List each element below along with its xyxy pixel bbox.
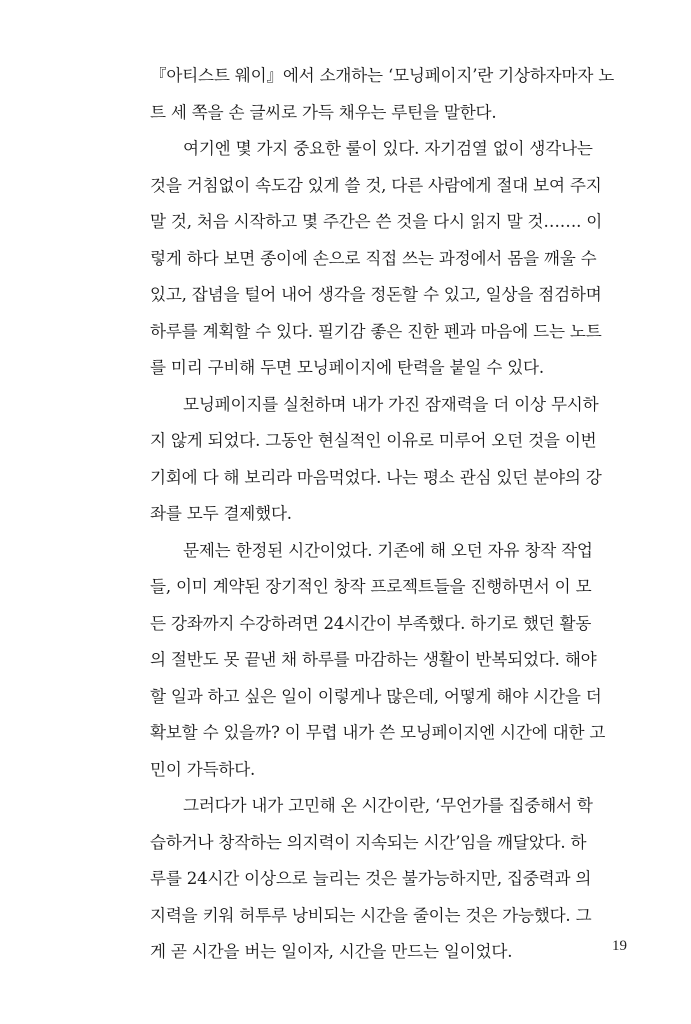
page-number: 19 [612, 938, 627, 954]
text-line: 습하거나 창작하는 의지력이 지속되는 시간’임을 깨달았다. 하 [150, 832, 587, 852]
text-line: 말 것, 처음 시작하고 몇 주간은 쓴 것을 다시 읽지 말 것……. 이 [150, 212, 603, 231]
text-line: 있고, 잡념을 털어 내어 생각을 정돈할 수 있고, 일상을 점검하며 [150, 285, 602, 304]
paragraph-start-line: 그러다가 내가 고민해 온 시간이란, ‘무언가를 집중해서 학 [183, 796, 593, 815]
text-line: 를 미리 구비해 두면 모닝페이지에 탄력을 붙일 수 있다. [150, 358, 544, 377]
text-line: 하루를 계획할 수 있다. 필기감 좋은 진한 펜과 마음에 드는 노트 [150, 321, 602, 341]
text-line: 좌를 모두 결제했다. [150, 504, 292, 523]
text-line: 들, 이미 계약된 장기적인 창작 프로젝트들을 진행하면서 이 모 [150, 577, 592, 596]
body-text [150, 58, 670, 971]
text-line: 확보할 수 있을까? 이 무렵 내가 쓴 모닝페이지엔 시간에 대한 고 [150, 723, 606, 742]
text-line: 게 곧 시간을 버는 일이자, 시간을 만드는 일이었다. [150, 942, 513, 961]
text-line: 렇게 하다 보면 종이에 손으로 직접 쓰는 과정에서 몸을 깨울 수 [150, 248, 597, 268]
paragraph-start-line: 모닝페이지를 실천하며 내가 가진 잠재력을 더 이상 무시하 [183, 394, 599, 414]
text-line: 지 않게 되었다. 그동안 현실적인 이유로 미루어 오던 것을 이번 [150, 431, 597, 450]
text-line: 든 강좌까지 수강하려면 24시간이 부족했다. 하기로 했던 활동 [150, 613, 592, 633]
text-line: 루를 24시간 이상으로 늘리는 것은 불가능하지만, 집중력과 의 [150, 869, 592, 888]
text-line: 민이 가득하다. [150, 759, 256, 779]
text-line: 기회에 다 해 보리라 마음먹었다. 나는 평소 관심 있던 분야의 강 [150, 467, 602, 487]
text-line: 것을 거침없이 속도감 있게 쓸 것, 다른 사람에게 절대 보여 주지 [150, 175, 602, 195]
paragraph-start-line: 문제는 한정된 시간이었다. 기존에 해 오던 자유 창작 작업 [183, 540, 593, 560]
text-line: 할 일과 하고 싶은 일이 이렇게나 많은데, 어떻게 해야 시간을 더 [150, 686, 602, 706]
text-line: 의 절반도 못 끝낸 채 하루를 마감하는 생활이 반복되었다. 해야 [150, 650, 597, 669]
text-line: 『아티스트 웨이』에서 소개하는 ‘모닝페이지’란 기상하자마자 노 [150, 66, 615, 85]
text-line: 트 세 쪽을 손 글씨로 가득 채우는 루틴을 말한다. [150, 102, 497, 122]
text-line: 지력을 키워 허투루 낭비되는 시간을 줄이는 것은 가능했다. 그 [150, 905, 592, 925]
paragraph-start-line: 여기엔 몇 가지 중요한 룰이 있다. 자기검열 없이 생각나는 [183, 139, 593, 158]
